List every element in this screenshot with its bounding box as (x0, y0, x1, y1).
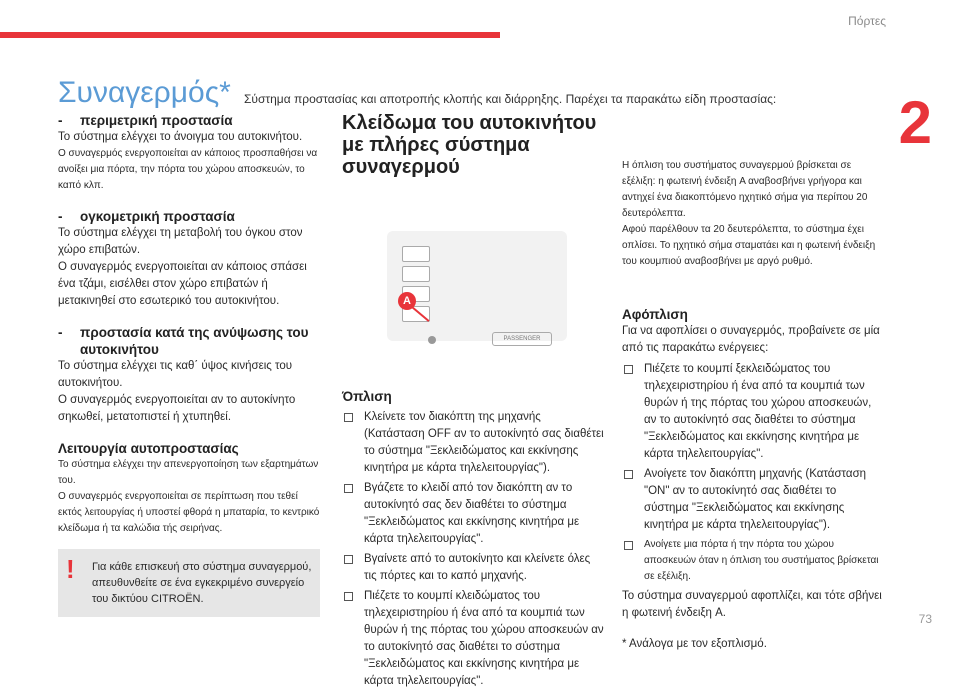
arming-list (342, 409, 604, 690)
checkbox-bullet-icon (344, 592, 353, 601)
tilt-heading: - προστασία κατά της ανύψωσης του αυτοκινήτου (58, 324, 320, 358)
warning-box (58, 549, 320, 617)
alarm-button-illustration (342, 186, 604, 374)
chapter-number: 2 (898, 89, 932, 156)
page-number: 73 (918, 612, 932, 626)
list-item: Πιέζετε το κουμπί κλειδώματος του τηλεχειριστηρίου ή ένα από τα κουμπιά των θυρών ή της πόρτας του χώρου αποσκευών αν το αυτοκίνητό σας διαθέτει το σύστημα "Ξεκλειδώματος και εκκίνησης κινητήρα με κάρτα τηλελειτουργίας". (342, 588, 604, 690)
panel-button (402, 266, 430, 282)
volumetric-section (58, 208, 320, 310)
arming-status-text-1: Η όπλιση του συστήματος συναγερμού βρίσκεται σε εξέλιξη: η φωτεινή ένδειξη A αναβοσβήνει γρήγορα και αντηχεί ένα διακοπτόμενο ηχητικό σήμα για περίπου 20 δευτερόλεπτα. (622, 160, 868, 219)
page-title: Συναγερμός* (58, 76, 231, 110)
volumetric-heading: - ογκομετρική προστασία (58, 208, 320, 225)
self-protection-section (58, 440, 320, 537)
self-protection-heading: Λειτουργία αυτοπροστασίας (58, 441, 239, 456)
passenger-airbag-indicator: PASSENGER (492, 332, 552, 346)
list-item: Βγαίνετε από το αυτοκίνητο και κλείνετε όλες τις πόρτες και το καπό μηχανής. (342, 551, 604, 585)
tilt-text-2: Ο συναγερμός ενεργοποιείται αν το αυτοκίνητο σηκωθεί, μετατοπιστεί ή χτυπηθεί. (58, 394, 296, 423)
volumetric-text-2: Ο συναγερμός ενεργοποιείται αν κάποιος σπάσει ένα τζάμι, εισέλθει στον χώρο επιβατών ή μετακινηθεί στο εσωτερικό του αυτοκινήτου. (58, 261, 307, 307)
self-protection-text-2: Ο συναγερμός ενεργοποιείται σε περίπτωση που τεθεί εκτός λειτουργίας ή υποστεί φθορά η μπαταρία, το κεντρικό κλείδωμα ή τα καλώδια τής σειρήνας. (58, 491, 320, 534)
list-item: Πιέζετε το κουμπί ξεκλειδώματος του τηλεχειριστηρίου ή ένα από τα κουμπιά των θυρών ή της πόρτας του χώρου αποσκευών, αν το αυτοκίνητό σας διαθέτει το σύστημα "Ξεκλειδώματος και εκκίνησης κινητήρα με κάρτα τηλελειτουργίας". (622, 361, 884, 463)
checkbox-bullet-icon (344, 413, 353, 422)
top-accent-bar (0, 32, 500, 38)
list-item: Κλείνετε τον διακόπτη της μηχανής (Κατάσταση OFF αν το αυτοκίνητό σας διαθέτει το σύστημα "Ξεκλειδώματος και εκκίνησης κινητήρα με κάρτα τηλελειτουργίας"). (342, 409, 604, 477)
panel-button (402, 246, 430, 262)
checkbox-bullet-icon (624, 470, 633, 479)
page-subtitle: Σύστημα προστασίας και αποτροπής κλοπής και διάρρηξης. Παρέχει τα παρακάτω είδη προστασίας: (244, 92, 777, 106)
disarm-heading: Αφόπλιση (622, 307, 688, 322)
tilt-text-1: Το σύστημα ελέγχει τις καθ΄ ύψος κινήσεις του αυτοκινήτου. (58, 360, 293, 389)
footnote: * Ανάλογα με τον εξοπλισμό. (622, 638, 767, 650)
disarm-result: Το σύστημα συναγερμού αφοπλίζει, και τότε σβήνει η φωτεινή ένδειξη A. (622, 590, 882, 619)
column-left (58, 112, 320, 617)
column-middle (342, 112, 604, 693)
disarm-intro: Για να αφοπλίσει ο συναγερμός, προβαίνετε σε μία από τις παρακάτω ενέργειες: (622, 325, 880, 354)
warning-text: Για κάθε επισκευή στο σύστημα συναγερμού, απευθυνθείτε σε ένα εγκεκριμένο συνεργείο του δικτύου CITROËN. (92, 561, 312, 605)
callout-a-marker: A (398, 292, 416, 310)
column-right (622, 158, 884, 653)
checkbox-bullet-icon (344, 484, 353, 493)
list-item: Βγάζετε το κλειδί από τον διακόπτη αν το αυτοκίνητό σας δεν διαθέτει το σύστημα "Ξεκλειδώματος και εκκίνησης κινητήρα με κάρτα τηλελειτουργίας". (342, 480, 604, 548)
disarm-list (622, 361, 884, 585)
section-name: Πόρτες (848, 14, 886, 28)
perimetric-text-2: Ο συναγερμός ενεργοποιείται αν κάποιος προσπαθήσει να ανοίξει μια πόρτα, την πόρτα του χώρου αποσκευών, το καπό κλπ. (58, 148, 318, 191)
tilt-section (58, 324, 320, 426)
arming-heading: Όπλιση (342, 389, 392, 404)
list-item: Ανοίγετε μια πόρτα ή την πόρτα του χώρου αποσκευών όταν η όπλιση του συστήματος βρίσκεται σε εξέλιξη. (622, 537, 884, 585)
self-protection-text-1: Το σύστημα ελέγχει την απενεργοποίηση των εξαρτημάτων του. (58, 459, 319, 486)
checkbox-bullet-icon (624, 541, 633, 550)
alarm-led-indicator (428, 336, 436, 344)
checkbox-bullet-icon (624, 365, 633, 374)
locking-heading: Κλείδωμα του αυτοκινήτου με πλήρες σύστημα συναγερμού (342, 112, 597, 178)
perimetric-text-1: Το σύστημα ελέγχει το άνοιγμα του αυτοκινήτου. (58, 131, 303, 143)
arming-status-text-2: Αφού παρέλθουν τα 20 δευτερόλεπτα, το σύστημα έχει οπλίσει. Το ηχητικό σήμα σταματάει και η φωτεινή ένδειξη του κουμπιού αναβοσβήνει με αργό ρυθμό. (622, 224, 876, 267)
perimetric-section (58, 112, 320, 194)
warning-icon: ! (66, 554, 75, 584)
list-item: Ανοίγετε τον διακόπτη μηχανής (Κατάσταση "ON" αν το αυτοκίνητό σας διαθέτει το σύστημα "Ξεκλειδώματος και εκκίνησης κινητήρα με κάρτα τηλελειτουργίας"). (622, 466, 884, 534)
checkbox-bullet-icon (344, 555, 353, 564)
volumetric-text-1: Το σύστημα ελέγχει τη μεταβολή του όγκου στον χώρο επιβατών. (58, 227, 303, 256)
perimetric-heading: - περιμετρική προστασία (58, 112, 320, 129)
